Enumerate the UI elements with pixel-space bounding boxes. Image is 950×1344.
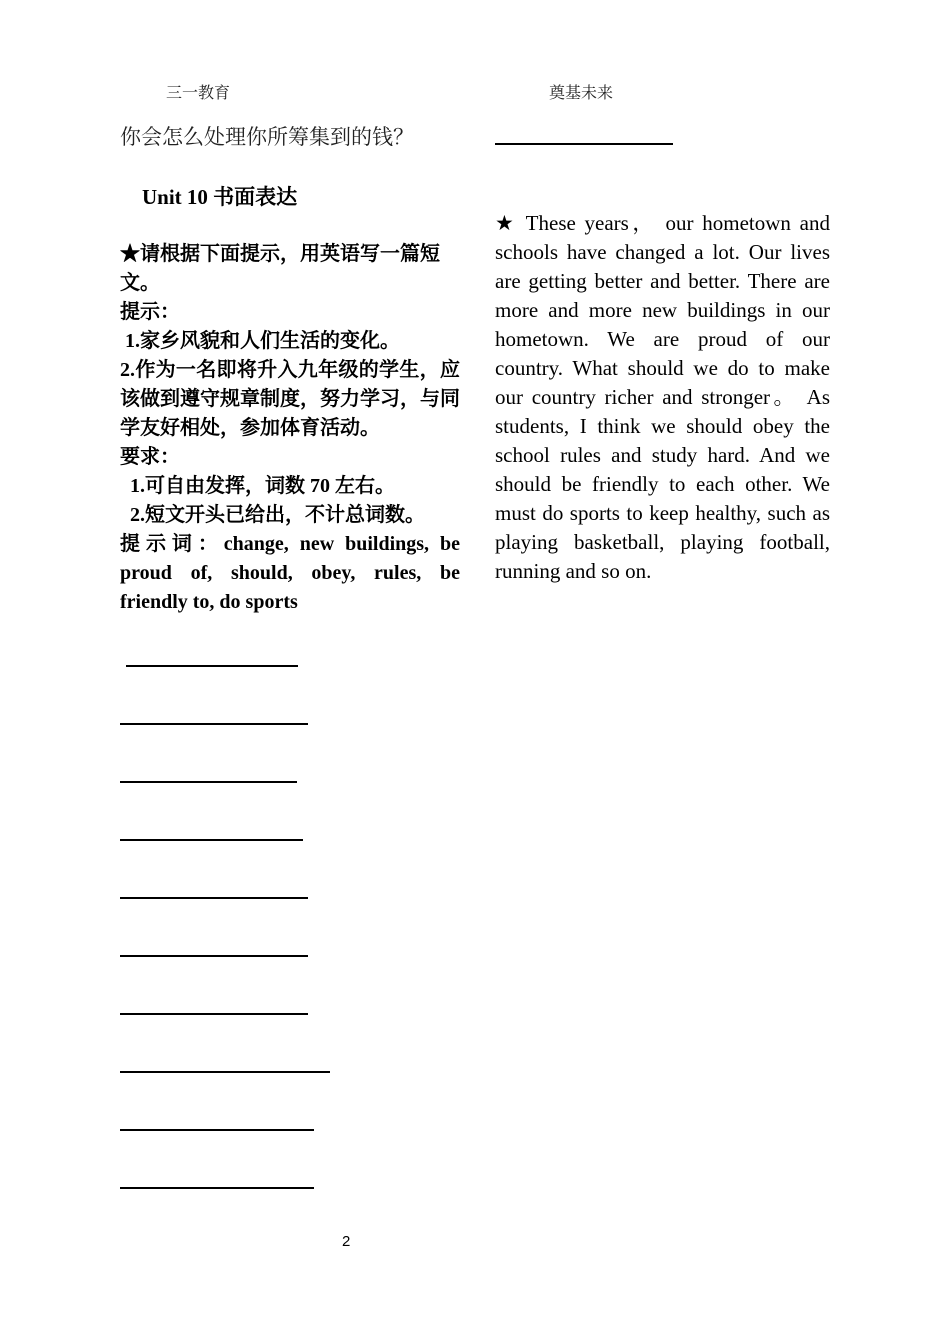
answer-line[interactable] bbox=[120, 955, 308, 957]
answer-line[interactable] bbox=[120, 1013, 308, 1015]
right-column bbox=[495, 122, 830, 586]
unit-title: Unit 10 书面表达 bbox=[142, 185, 298, 209]
hint-item-1: 1.家乡风貌和人们生活的变化。 bbox=[125, 330, 400, 352]
writing-instructions bbox=[120, 240, 460, 617]
requirement-item-2: 2.短文开头已给出，不计总词数。 bbox=[130, 504, 425, 526]
task-text: ★请根据下面提示，用英语写一篇短文。 bbox=[120, 243, 440, 294]
answer-line-top[interactable] bbox=[495, 143, 673, 145]
requirement-item-1: 1.可自由发挥，词数 70 左右。 bbox=[130, 475, 395, 497]
answer-line[interactable] bbox=[120, 1129, 314, 1131]
answer-line[interactable] bbox=[120, 897, 308, 899]
answer-line[interactable] bbox=[120, 1187, 314, 1189]
answer-line[interactable] bbox=[120, 839, 303, 841]
keywords-text: 提示词：change, new buildings, be proud of, should, obey, rules, be friendly to, do sports bbox=[120, 533, 460, 613]
answer-line[interactable] bbox=[120, 723, 308, 725]
header-left-text: 三一教育 bbox=[166, 83, 231, 102]
answer-lines bbox=[120, 665, 460, 1189]
answer-line[interactable] bbox=[120, 781, 297, 783]
left-column bbox=[120, 122, 460, 1189]
header-right-text: 奠基未来 bbox=[549, 83, 614, 102]
answer-line[interactable] bbox=[126, 665, 298, 667]
answer-line[interactable] bbox=[120, 1071, 330, 1073]
page-number: 2 bbox=[342, 1233, 351, 1250]
question-text: 你会怎么处理你所筹集到的钱？ bbox=[120, 125, 414, 149]
sample-essay: ★ These years， our hometown and schools have changed a lot. Our lives are getting better and better. There are more and more new buildings in our hometown. We are proud of our country. What should we do to make our country richer and stronger。 As students, I think we should obey the school rules and study hard. And we should be friendly to each other. We must do sports to keep healthy, such as playing basketball, playing football, running and so on. bbox=[495, 211, 830, 583]
hint-label: 提示： bbox=[120, 301, 180, 323]
requirement-label: 要求： bbox=[120, 446, 180, 468]
hint-item-2: 2.作为一名即将升入九年级的学生，应该做到遵守规章制度，努力学习，与同学友好相处，参加体育活动。 bbox=[120, 359, 460, 439]
